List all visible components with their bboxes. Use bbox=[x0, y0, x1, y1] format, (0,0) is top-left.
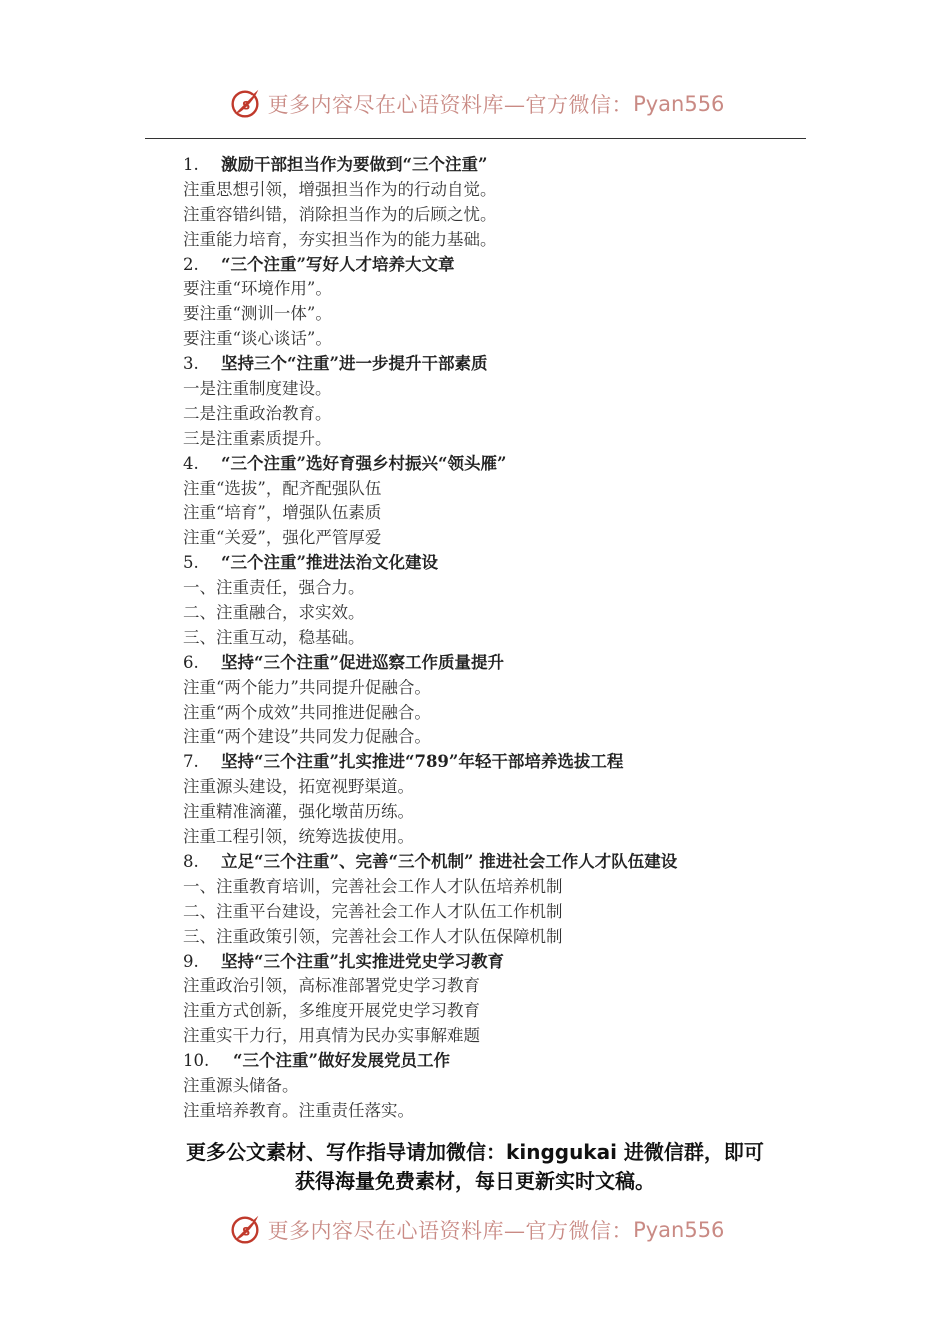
section-heading bbox=[183, 850, 823, 875]
section-number: 7. bbox=[183, 752, 199, 772]
section-item: 注重思想引领，增强担当作为的行动自觉。 bbox=[183, 179, 497, 199]
section-heading bbox=[183, 352, 823, 377]
section-title: 坚持三个“注重”进一步提升干部素质 bbox=[221, 354, 488, 374]
section-item: 一、注重教育培训，完善社会工作人才队伍培养机制 bbox=[183, 876, 563, 896]
section-title: “三个注重”选好育强乡村振兴“领头雁” bbox=[221, 453, 507, 473]
section-item: 注重源头建设，拓宽视野渠道。 bbox=[183, 777, 414, 797]
section-item: 二、注重平台建设，完善社会工作人才队伍工作机制 bbox=[183, 901, 563, 921]
section-title: 立足“三个注重”、完善“三个机制” 推进社会工作人才队伍建设 bbox=[221, 851, 678, 871]
section-item: 注重“两个能力”共同提升促融合。 bbox=[183, 677, 431, 697]
section-title: 激励干部担当作为要做到“三个注重” bbox=[221, 155, 488, 174]
section-heading bbox=[183, 1049, 823, 1074]
section-number: 2. bbox=[183, 254, 199, 274]
section-item: 三、注重互动，稳基础。 bbox=[183, 627, 365, 647]
section-heading bbox=[183, 950, 823, 975]
section-title: “三个注重”推进法治文化建设 bbox=[221, 553, 438, 573]
svg-text:S: S bbox=[241, 98, 250, 113]
banner-text: 更多内容尽在心语资料库—官方微信： bbox=[267, 1219, 634, 1243]
section-item: 一是注重制度建设。 bbox=[183, 379, 332, 399]
section-item: 三是注重素质提升。 bbox=[183, 428, 332, 448]
section-item: 一、注重责任，强合力。 bbox=[183, 578, 365, 598]
section-item: 注重源头储备。 bbox=[183, 1075, 299, 1095]
section-heading bbox=[183, 551, 823, 576]
svg-text:S: S bbox=[241, 1224, 250, 1239]
quill-logo-icon bbox=[226, 85, 264, 123]
section-item: 注重容错纠错，消除担当作为的后顾之忧。 bbox=[183, 204, 497, 224]
section-heading bbox=[183, 253, 823, 278]
section-item: 二、注重融合，求实效。 bbox=[183, 603, 365, 623]
quill-logo-icon bbox=[226, 1211, 264, 1249]
banner-wechat-id: Pyan556 bbox=[633, 1218, 725, 1242]
section-item: 二是注重政治教育。 bbox=[183, 403, 332, 423]
section-heading bbox=[183, 452, 823, 477]
section-number: 9. bbox=[183, 951, 199, 971]
section-item: 要注重“谈心谈话”。 bbox=[183, 329, 332, 349]
banner-text: 更多内容尽在心语资料库—官方微信： bbox=[267, 93, 634, 117]
section-item: 注重实干力行，用真情为民办实事解难题 bbox=[183, 1026, 480, 1046]
section-item: 三、注重政策引领，完善社会工作人才队伍保障机制 bbox=[183, 926, 563, 946]
section-item: 注重方式创新，多维度开展党史学习教育 bbox=[183, 1001, 480, 1021]
banner-wechat-id: Pyan556 bbox=[633, 92, 725, 116]
header-divider bbox=[145, 138, 806, 139]
section-title: “三个注重”写好人才培养大文章 bbox=[221, 254, 455, 274]
promo-text bbox=[0, 1138, 950, 1196]
section-item: 注重精准滴灌，强化墩苗历练。 bbox=[183, 802, 414, 822]
section-number: 10. bbox=[183, 1051, 210, 1071]
section-item: 注重能力培育，夯实担当作为的能力基础。 bbox=[183, 229, 497, 249]
section-heading bbox=[183, 651, 823, 676]
section-item: 注重“关爱”，强化严管厚爱 bbox=[183, 528, 382, 548]
section-number: 1. bbox=[183, 155, 199, 174]
promo-line-2: 获得海量免费素材，每日更新实时文稿。 bbox=[295, 1169, 655, 1193]
section-item: 注重“两个建设”共同发力促融合。 bbox=[183, 727, 431, 747]
section-title: 坚持“三个注重”促进巡察工作质量提升 bbox=[221, 652, 504, 672]
document-body bbox=[183, 153, 823, 1124]
section-number: 6. bbox=[183, 652, 199, 672]
section-item: 注重“培育”，增强队伍素质 bbox=[183, 503, 382, 523]
section-item: 注重工程引领，统筹选拔使用。 bbox=[183, 827, 414, 847]
section-item: 注重培养教育。注重责任落实。 bbox=[183, 1100, 414, 1120]
header-banner bbox=[0, 82, 950, 126]
promo-line-1: 更多公文素材、写作指导请加微信：kinggukai 进微信群，即可 bbox=[186, 1140, 764, 1164]
section-number: 5. bbox=[183, 553, 199, 573]
section-heading bbox=[183, 750, 823, 775]
section-item: 要注重“环境作用”。 bbox=[183, 279, 332, 299]
section-item: 注重“选拔”，配齐配强队伍 bbox=[183, 478, 382, 498]
section-item: 注重政治引领，高标准部署党史学习教育 bbox=[183, 976, 480, 996]
section-title: “三个注重”做好发展党员工作 bbox=[233, 1051, 450, 1071]
section-item: 要注重“测训一体”。 bbox=[183, 304, 332, 324]
section-number: 3. bbox=[183, 354, 199, 374]
footer-banner bbox=[0, 1208, 950, 1252]
section-number: 8. bbox=[183, 851, 199, 871]
section-heading bbox=[183, 153, 823, 178]
section-item: 注重“两个成效”共同推进促融合。 bbox=[183, 702, 431, 722]
section-number: 4. bbox=[183, 453, 199, 473]
section-title: 坚持“三个注重”扎实推进党史学习教育 bbox=[221, 951, 504, 971]
section-title: 坚持“三个注重”扎实推进“789”年轻干部培养选拔工程 bbox=[221, 752, 624, 772]
